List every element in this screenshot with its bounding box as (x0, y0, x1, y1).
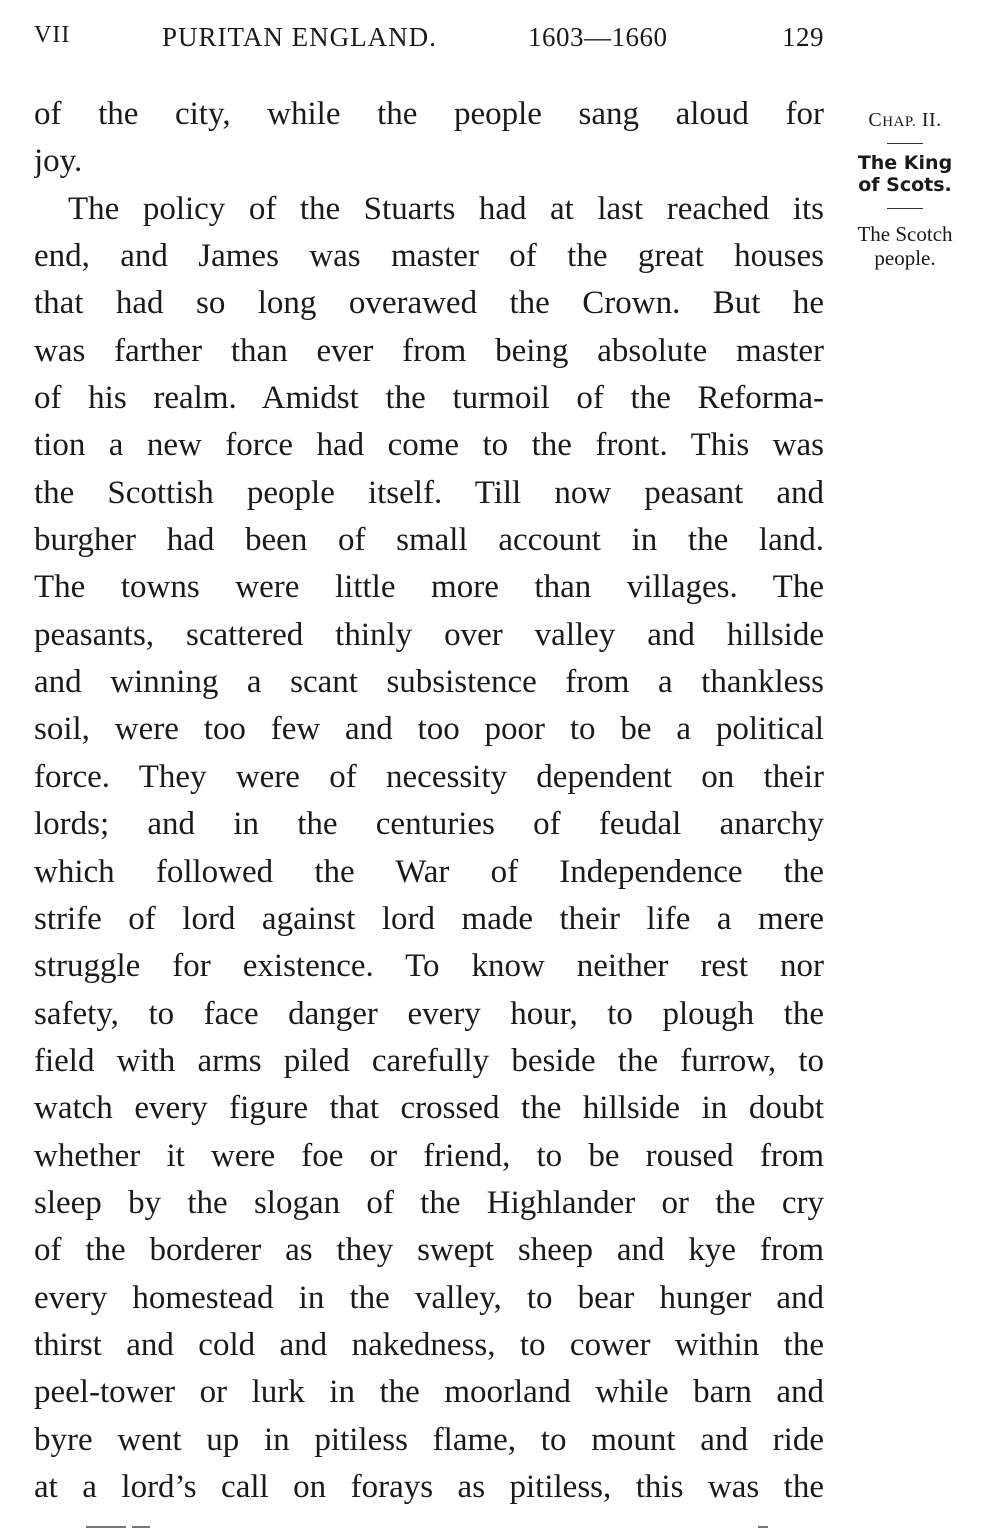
text-line: every homestead in the valley, to bear hunger and (34, 1279, 824, 1316)
running-head-title: PURITAN ENGLAND. (162, 22, 437, 52)
running-head-dates: 1603—1660 (528, 22, 668, 52)
text-line: soil, were too few and too poor to be a political (34, 711, 824, 748)
text-line: of his realm. Amidst the turmoil of the Reforma- (34, 380, 824, 417)
text-line: the Scottish people itself. Till now peasant and (34, 474, 824, 511)
text-line: and winning a scant subsistence from a thankless (34, 664, 824, 701)
margin-note-line: The Scotch (857, 222, 953, 246)
margin-note-line: The King (857, 152, 953, 174)
margin-rule (840, 143, 970, 144)
text-line: watch every figure that crossed the hillside in doubt (34, 1090, 824, 1127)
text-line: field with arms piled carefully beside the furrow, to (34, 1042, 824, 1079)
running-head-chapter: VII (34, 22, 71, 48)
text-line: The towns were little more than villages. The (34, 569, 824, 606)
text-line: end, and James was master of the great houses (34, 238, 824, 275)
text-line: strife of lord against lord made their life a mere (34, 900, 824, 937)
text-line: struggle for existence. To know neither rest nor (34, 948, 824, 985)
text-line: whether it were foe or friend, to be roused from (34, 1137, 824, 1174)
margin-chapter-smallcaps: HAP. (882, 114, 917, 130)
text-line: peel-tower or lurk in the moorland while barn and (34, 1374, 824, 1411)
text-line: byre went up in pitiless flame, to mount and ride (34, 1421, 824, 1458)
margin-chapter-prefix: C (868, 109, 883, 131)
next-page-bleed (0, 1522, 1000, 1530)
margin-note-king-of-scots (840, 152, 970, 196)
text-line: sleep by the slogan of the Highlander or the cry (34, 1184, 824, 1221)
text-line: The policy of the Stuarts had at last reached its (68, 190, 824, 227)
body-text (34, 91, 824, 1511)
text-line: of the borderer as they swept sheep and kye from (34, 1232, 824, 1269)
margin-rule (840, 208, 970, 209)
text-line: was farther than ever from being absolute master (34, 332, 824, 369)
margin-note-scotch-people (840, 222, 970, 270)
margin-chapter-number: II. (921, 109, 942, 131)
text-line: safety, to face danger every hour, to plough the (34, 995, 824, 1032)
running-head (34, 22, 824, 62)
text-line: which followed the War of Independence the (34, 853, 824, 890)
text-line: at a lord’s call on forays as pitiless, this was the (34, 1468, 824, 1505)
margin-note-line: people. (874, 246, 936, 270)
page-number: 129 (782, 22, 824, 52)
text-line: peasants, scattered thinly over valley and hillside (34, 616, 824, 653)
margin-note-line: of Scots. (858, 174, 952, 196)
margin-chapter-label (840, 109, 970, 132)
text-line: force. They were of necessity dependent on their (34, 758, 824, 795)
text-line: thirst and cold and nakedness, to cower within the (34, 1326, 824, 1363)
text-line: lords; and in the centuries of feudal anarchy (34, 806, 824, 843)
text-line: joy. (34, 143, 83, 180)
text-line: burgher had been of small account in the land. (34, 522, 824, 559)
text-line: tion a new force had come to the front. This was (34, 427, 824, 464)
text-line: of the city, while the people sang aloud for (34, 96, 824, 132)
text-line: that had so long overawed the Crown. But he (34, 285, 824, 322)
